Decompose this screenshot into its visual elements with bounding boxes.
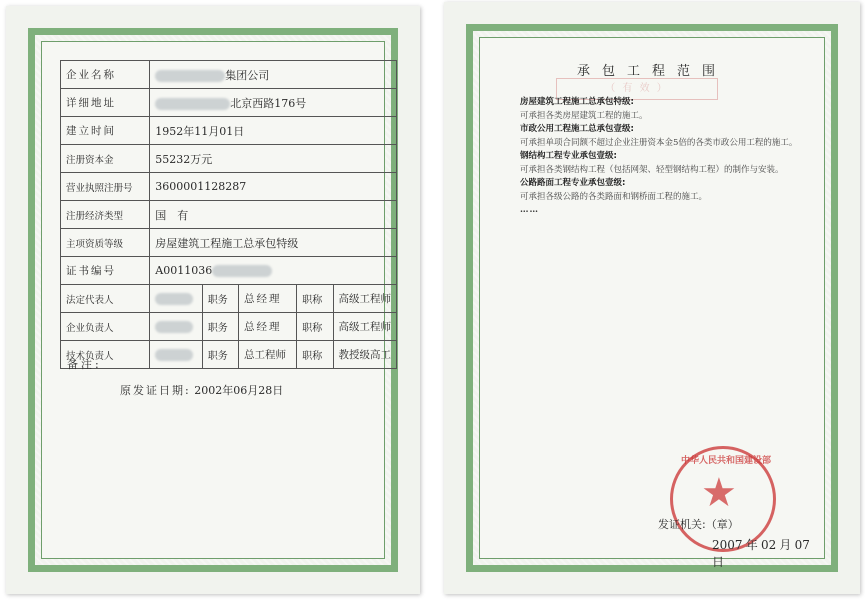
- value-name-redacted: [150, 341, 202, 369]
- scope-heading: 钢结构工程专业承包壹级:: [520, 151, 617, 161]
- redacted-blur: [155, 70, 225, 82]
- ellipsis: ……: [520, 205, 539, 215]
- value-capital: 55232万元: [150, 145, 397, 173]
- value-title: 高级工程师: [333, 313, 397, 341]
- scope-heading: 市政公用工程施工总承包壹级:: [520, 124, 634, 134]
- redacted-blur: [155, 321, 193, 333]
- table-row: [61, 257, 397, 285]
- value-economic-type: 国 有: [150, 201, 397, 229]
- value-cert-no: A0011036: [150, 257, 397, 285]
- label-economic-type: 注册经济类型: [61, 201, 150, 229]
- table-row: [61, 89, 397, 117]
- table-row: [61, 145, 397, 173]
- scope-description: 可承担各类钢结构工程（包括网架、轻型钢结构工程）的制作与安装。: [520, 164, 784, 175]
- value-duty: 总经理: [239, 313, 297, 341]
- company-info-table: [60, 60, 397, 369]
- value-founded: 1952年11月01日: [150, 117, 397, 145]
- certificate-left-page: [6, 6, 420, 594]
- table-row: [61, 173, 397, 201]
- table-row: [61, 61, 397, 89]
- national-emblem-icon: ★: [701, 470, 737, 516]
- redacted-blur: [155, 349, 193, 361]
- redacted-blur: [155, 293, 193, 305]
- scope-description: 可承担各类房屋建筑工程的施工。: [520, 110, 648, 121]
- date-day: 07: [794, 538, 810, 552]
- table-row: [61, 341, 397, 369]
- label-title: 职称: [297, 341, 333, 369]
- decorative-border: [28, 28, 398, 572]
- label-title: 职称: [297, 313, 333, 341]
- issuing-authority: 发证机关:（章）: [658, 518, 739, 531]
- remarks-label: 备注:: [67, 358, 102, 371]
- date-year-unit: 年: [745, 538, 758, 552]
- original-issue-date: [120, 382, 283, 398]
- value-title: 教授级高工: [333, 341, 397, 369]
- label-founded: 建立时间: [61, 117, 150, 145]
- value-name-redacted: [150, 285, 202, 313]
- value-license-no: 3600001128287: [150, 173, 397, 201]
- issue-date-value: 2002年06月28日: [194, 384, 284, 397]
- redacted-blur: [212, 265, 272, 277]
- certificate-right-page: [444, 2, 860, 594]
- issue-date-label: 原发证日期:: [120, 384, 191, 397]
- value-duty: 总经理: [239, 285, 297, 313]
- label-duty: 职务: [202, 285, 238, 313]
- date-day-unit: 日: [712, 555, 725, 569]
- label-duty: 职务: [202, 313, 238, 341]
- label-duty: 职务: [202, 341, 238, 369]
- date-month: 02: [760, 538, 777, 552]
- value-qualification: 房屋建筑工程施工总承包特级: [150, 229, 397, 257]
- scope-heading: 房屋建筑工程施工总承包特级:: [520, 97, 634, 107]
- left-content-area: [41, 41, 391, 559]
- table-row: [61, 285, 397, 313]
- label-cert-no: 证书编号: [61, 257, 150, 285]
- scope-description: 可承担单项合同额不超过企业注册资本金5倍的各类市政公用工程的施工。: [520, 137, 798, 148]
- label-legal-rep: 法定代表人: [61, 285, 150, 313]
- right-content-area: [479, 37, 825, 569]
- scope-title: 承包工程范围: [576, 64, 727, 79]
- label-responsible: 企业负责人: [61, 313, 150, 341]
- label-title: 职称: [297, 285, 333, 313]
- scope-description: 可承担各级公路的各类路面和钢桥面工程的施工。: [520, 191, 708, 202]
- label-license-no: 营业执照注册号: [61, 173, 150, 201]
- label-tech-lead: 技术负责人: [61, 341, 150, 369]
- table-row: [61, 201, 397, 229]
- value-company-name: 集团公司: [150, 61, 397, 89]
- seal-text: 中华人民共和国建设部: [681, 456, 772, 466]
- faint-validity-stamp: （ 有 效 ）: [556, 78, 718, 100]
- value-name-redacted: [150, 313, 202, 341]
- table-row: [61, 229, 397, 257]
- value-duty: 总工程师: [239, 341, 297, 369]
- decorative-border: [466, 24, 838, 572]
- value-title: 高级工程师: [333, 285, 397, 313]
- label-qualification: 主项资质等级: [61, 229, 150, 257]
- value-address: 北京西路176号: [150, 89, 397, 117]
- table-row: [61, 117, 397, 145]
- label-address: 详细地址: [61, 89, 150, 117]
- issue-date: [712, 536, 824, 570]
- date-year: 2007: [712, 538, 743, 552]
- label-company-name: 企业名称: [61, 61, 150, 89]
- table-row: [61, 313, 397, 341]
- date-month-unit: 月: [779, 538, 792, 552]
- redacted-blur: [155, 98, 230, 110]
- label-capital: 注册资本金: [61, 145, 150, 173]
- scope-heading: 公路路面工程专业承包壹级:: [520, 178, 626, 188]
- scope-list: [510, 96, 820, 218]
